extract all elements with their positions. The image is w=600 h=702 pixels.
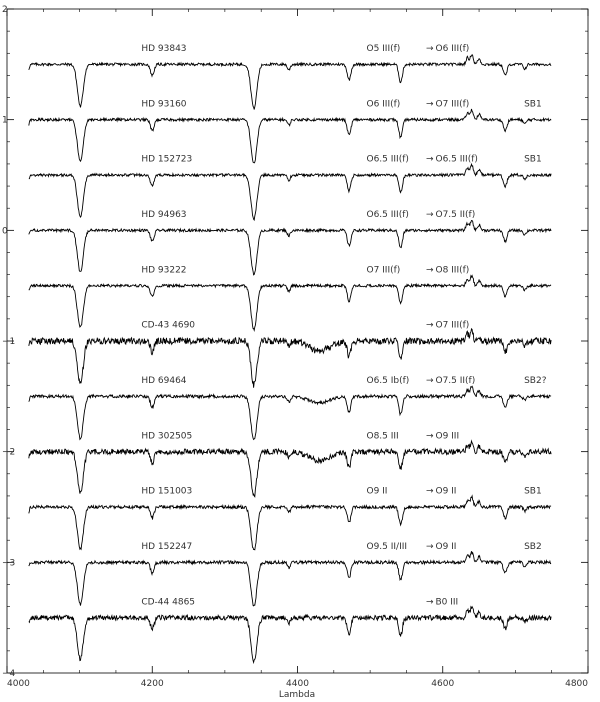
sptype-old: O6.5 Ib(f)	[366, 376, 410, 387]
arrow-glyph: →	[426, 99, 434, 110]
sptype-new: O9 II	[435, 486, 457, 497]
sptype-old: O8.5 III	[366, 431, 399, 442]
sptype-old: O6 III(f)	[366, 99, 401, 110]
arrow-glyph: →	[426, 486, 434, 497]
sptype-new: B0 III	[435, 597, 459, 608]
arrow-glyph: →	[426, 376, 434, 387]
star-name: HD 93222	[141, 265, 187, 276]
spectrum-line-3	[29, 221, 551, 275]
star-name: CD-44 4865	[141, 597, 196, 608]
sptype-new: O7.5 II(f)	[435, 210, 476, 221]
binary-status: SB1	[524, 154, 542, 165]
y-tick-label: −1	[2, 337, 16, 347]
x-tick-label: 4800	[565, 679, 588, 689]
x-tick-label: 4400	[286, 679, 309, 689]
sptype-old: O6.5 III(f)	[366, 154, 409, 165]
x-tick-label: 4200	[140, 679, 164, 689]
arrow-glyph: →	[426, 597, 434, 608]
arrow-glyph: →	[426, 210, 434, 221]
arrow-glyph: →	[426, 320, 434, 331]
sptype-old: O9.5 II/III	[366, 542, 408, 553]
spectrum-line-0	[29, 55, 551, 110]
y-tick-label: 0	[2, 226, 8, 237]
sptype-old: O9 II	[366, 486, 388, 497]
y-tick-label: 2	[2, 5, 8, 15]
binary-status: SB2	[524, 542, 542, 553]
sptype-new: O9 II	[435, 542, 457, 553]
binary-status: SB1	[524, 486, 542, 497]
sptype-new: O7 III(f)	[435, 320, 470, 331]
sptype-new: O6 III(f)	[435, 44, 470, 55]
spectrum-line-4	[29, 276, 551, 331]
y-tick-label: −3	[2, 558, 16, 569]
y-tick-label: −4	[2, 669, 16, 679]
arrow-glyph: →	[426, 44, 434, 55]
x-axis-label: Lambda	[278, 690, 316, 700]
sptype-new: O7 III(f)	[435, 99, 470, 110]
spectrum-line-9	[29, 551, 551, 606]
sptype-old: O5 III(f)	[366, 44, 401, 55]
star-name: HD 152247	[141, 542, 193, 553]
star-name: HD 93843	[141, 44, 187, 55]
star-name: HD 69464	[141, 376, 187, 387]
sptype-old: O7 III(f)	[366, 265, 401, 276]
star-name: HD 151003	[141, 486, 193, 497]
arrow-glyph: →	[426, 154, 434, 165]
star-name: HD 94963	[141, 210, 187, 221]
spectrum-line-10	[29, 607, 551, 663]
star-name: HD 93160	[141, 99, 187, 110]
arrow-glyph: →	[426, 431, 434, 442]
star-name: CD-43 4690	[141, 320, 196, 331]
star-name: HD 302505	[141, 431, 193, 442]
y-tick-label: −2	[2, 447, 16, 458]
sptype-old: O6.5 III(f)	[366, 210, 409, 221]
arrow-glyph: →	[426, 542, 434, 553]
arrow-glyph: →	[426, 265, 434, 276]
star-name: HD 152723	[141, 154, 193, 165]
sptype-new: O9 III	[435, 431, 460, 442]
y-tick-label: 1	[2, 115, 8, 126]
sptype-new: O8 III(f)	[435, 265, 470, 276]
x-tick-label: 4600	[431, 679, 455, 689]
x-tick-label: 4000	[7, 679, 30, 689]
spectrum-line-6	[29, 386, 551, 442]
sptype-new: O6.5 III(f)	[435, 154, 478, 165]
spectrum-line-7	[29, 441, 551, 497]
spectrum-line-8	[29, 496, 551, 553]
binary-status: SB2?	[524, 376, 547, 387]
binary-status: SB1	[524, 99, 542, 110]
sptype-new: O7.5 II(f)	[435, 376, 476, 387]
